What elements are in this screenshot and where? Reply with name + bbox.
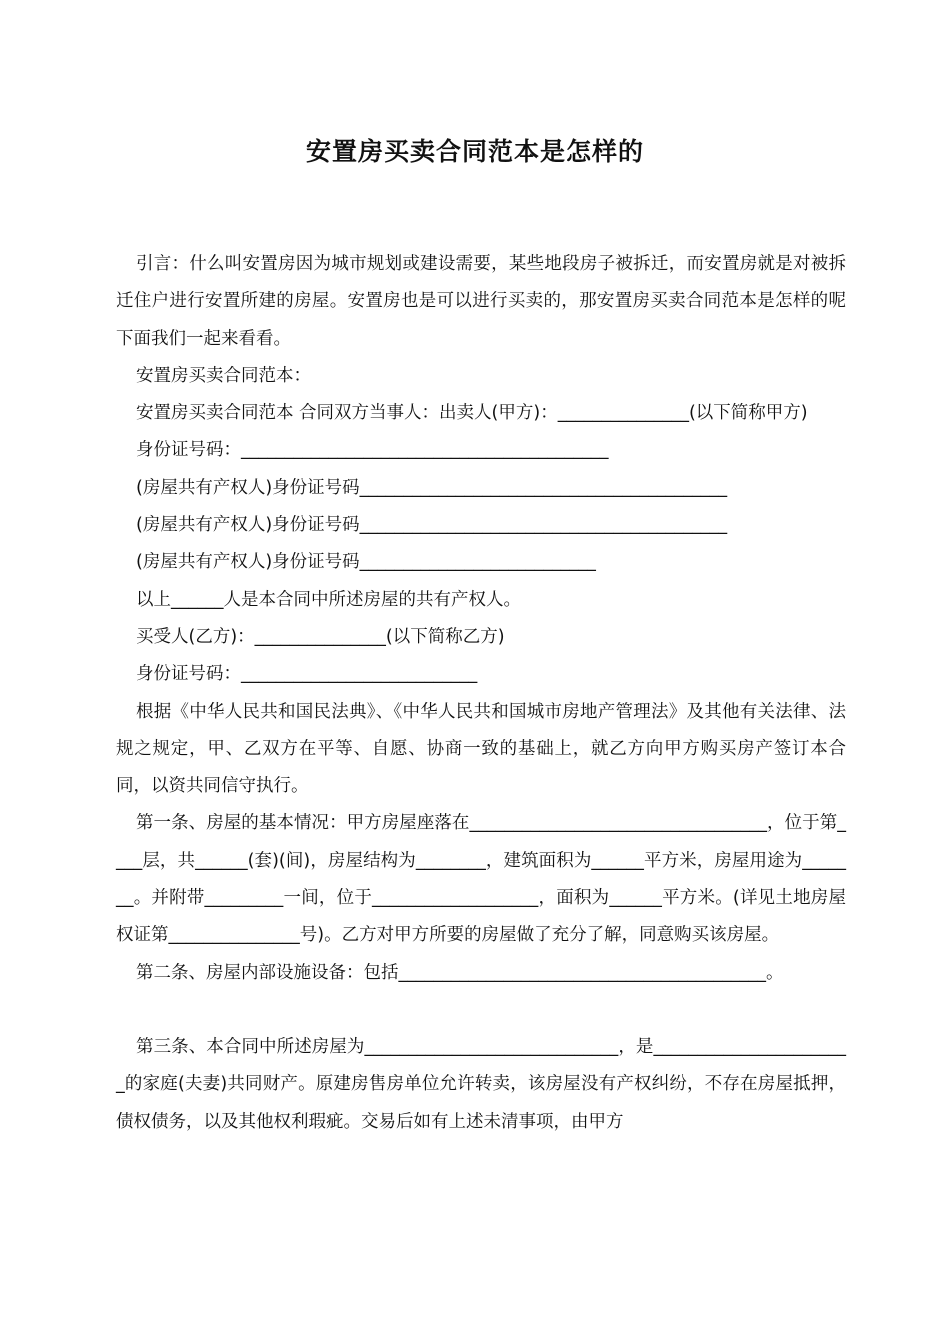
co-owner-id-line: (房屋共有产权人)身份证号码___________________________ (136, 552, 596, 573)
intro-paragraph: 引言：什么叫安置房因为城市规划或建设需要，某些地段房子被拆迁，而安置房就是对被拆迁住户进行安置所建的房屋。安置房也是可以进行买卖的，那安置房买卖合同范本是怎样的呢下面我们一起来看看。 (116, 254, 846, 349)
co-owner-id-line: (房屋共有产权人)身份证号码__________________________________________ (136, 477, 728, 498)
article-2-paragraph: 第二条、房屋内部设施设备：包括__________________________________________。 (136, 962, 784, 983)
template-heading: 安置房买卖合同范本： (136, 365, 311, 386)
article-3-paragraph: 第三条、本合同中所述房屋为_____________________________，是_______________________的家庭(夫妻)共同财产。原建房售房单位允许转卖，该房屋没有产权纠纷，不存在房屋抵押，债权债务，以及其他权利瑕疵。交易后如有上述未清事项，由甲方 (116, 1036, 846, 1132)
seller-line: 安置房买卖合同范本 合同双方当事人：出卖人(甲方)：_______________(以下简称甲方) (136, 403, 808, 424)
article-1-paragraph: 第一条、房屋的基本情况：甲方房屋座落在__________________________________，位于第____层，共______(套)(间)，房屋结构为________，建筑面积为______平方米，房屋用途为_______。并附带_________一间，位于___________________，面积为______平方米。(详见土地房屋权证第_______________号)。乙方对甲方所要的房屋做了充分了解，同意购买该房屋。 (116, 813, 846, 946)
paragraph-gap (116, 992, 846, 1029)
buyer-line: 买受人(乙方)：_______________(以下简称乙方) (136, 626, 505, 647)
co-owner-count-line: 以上______人是本合同中所述房屋的共有产权人。 (136, 589, 521, 610)
co-owner-id-line: (房屋共有产权人)身份证号码__________________________________________ (136, 515, 728, 536)
seller-id-line: 身份证号码：__________________________________________ (136, 440, 609, 461)
legal-basis-paragraph: 根据《中华人民共和国民法典》、《中华人民共和国城市房地产管理法》及其他有关法律、法规之规定，甲、乙双方在平等、自愿、协商一致的基础上，就乙方向甲方购买房产签订本合同，以资共同信守执行。 (116, 701, 846, 797)
document-title: 安置房买卖合同范本是怎样的 (305, 137, 644, 166)
buyer-id-line: 身份证号码：___________________________ (136, 664, 478, 685)
document-body (116, 246, 846, 1141)
